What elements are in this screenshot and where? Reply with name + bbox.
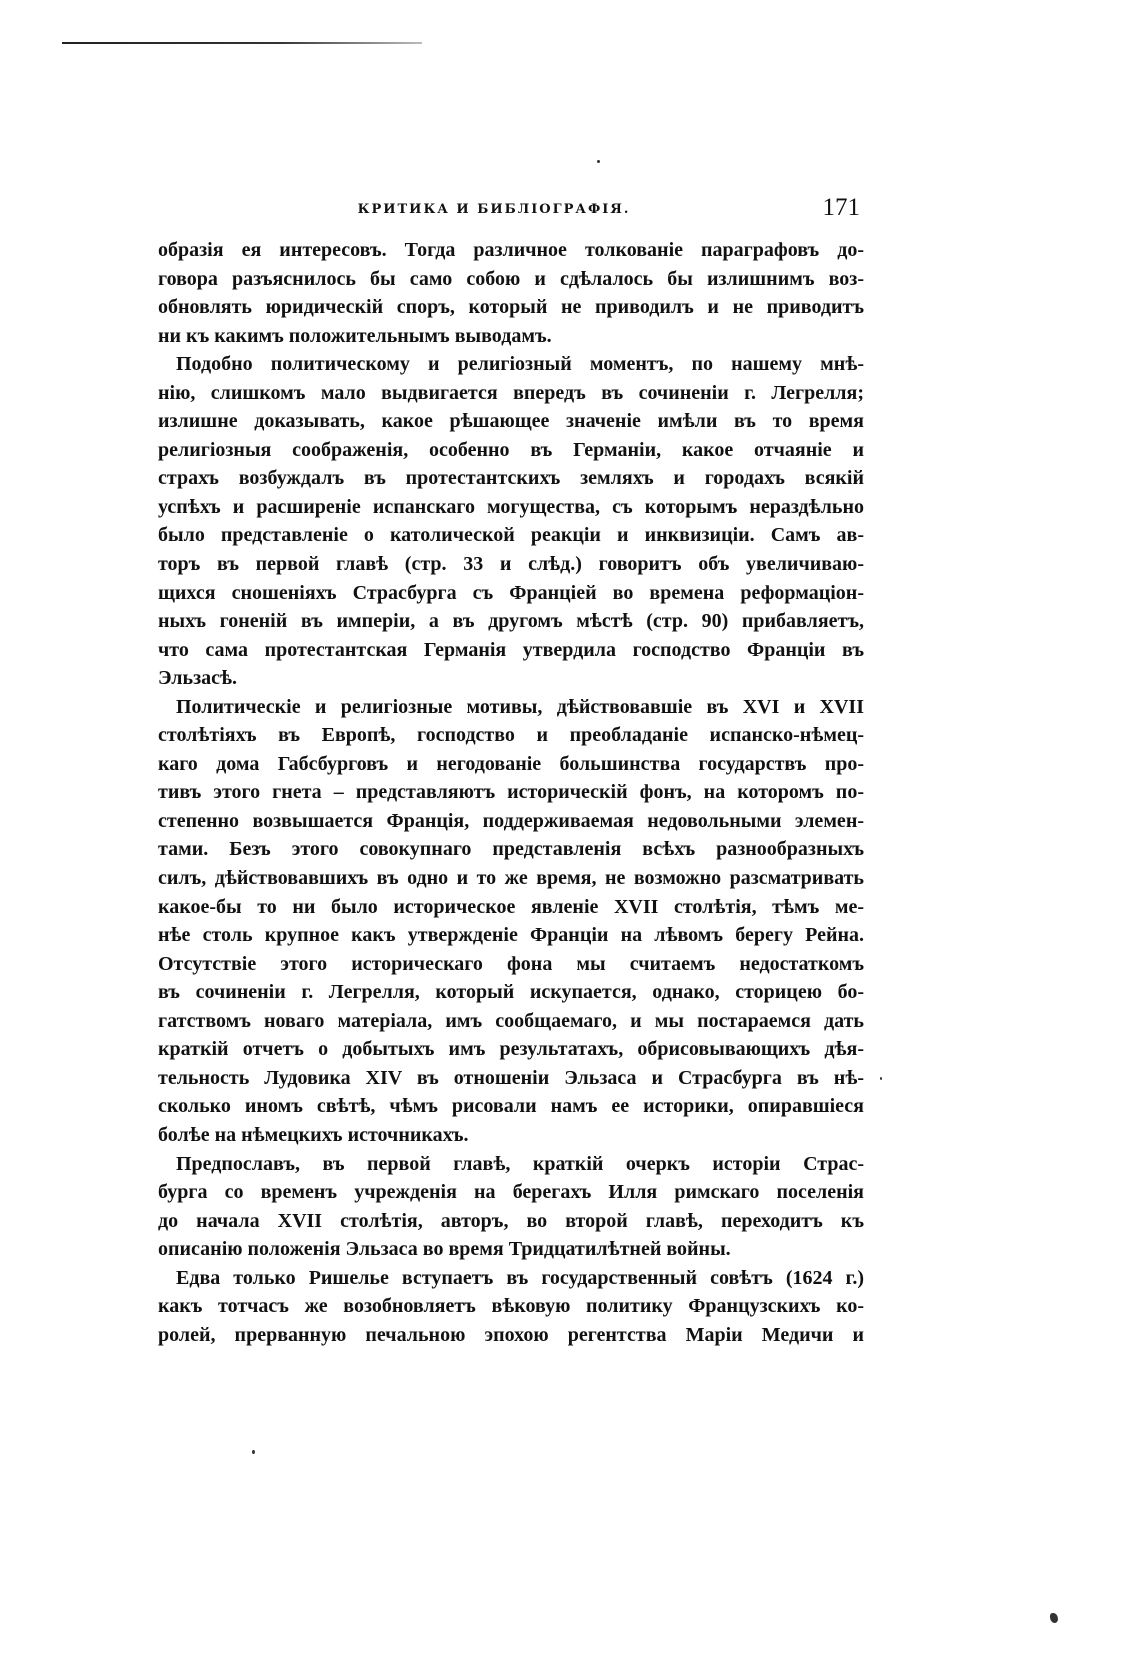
text-line: ни къ какимъ положительнымъ выводамъ.: [158, 324, 552, 347]
text-line: краткій отчетъ о добытыхъ имъ результатахъ, обрисовывающихъ дѣя-: [158, 1038, 864, 1061]
text-line: гатствомъ новаго матеріала, имъ сообщаемаго, и мы постараемся дать: [158, 1009, 864, 1032]
text-line: сколько иномъ свѣтѣ, чѣмъ рисовали намъ ее историки, опиравшіеся: [158, 1095, 864, 1118]
text-line: щихся сношеніяхъ Страсбурга съ Франціей во времена реформаціон-: [158, 581, 864, 604]
text-line: нію, слишкомъ мало выдвигается впередъ въ сочиненіи г. Легрелля;: [158, 381, 864, 404]
text-line: религіозныя соображенія, особенно въ Германіи, какое отчаяніе и: [158, 438, 864, 461]
text-line: степенно возвышается Франція, поддерживаемая недовольными элемен-: [158, 809, 864, 832]
text-line: торъ въ первой главѣ (стр. 33 и слѣд.) говоритъ объ увеличиваю-: [158, 553, 864, 576]
text-line: образія ея интересовъ. Тогда различное толкованіе параграфовъ до-: [158, 239, 864, 261]
paragraph: [158, 350, 864, 693]
paragraph: [158, 693, 864, 1150]
text-line: тельность Лудовика XIV въ отношеніи Эльзаса и Страсбурга въ нѣ-: [158, 1066, 864, 1089]
scan-speck: [880, 1077, 882, 1080]
running-head: [168, 196, 860, 230]
text-line: тами. Безъ этого совокупнаго представленія всѣхъ разнообразныхъ: [158, 838, 864, 861]
text-line: излишне доказывать, какое рѣшающее значеніе имѣли въ то время: [158, 410, 864, 433]
text-line: описанію положенія Эльзаса во время Тридцатилѣтней войны.: [158, 1238, 731, 1261]
text-line: Политическіе и религіозные мотивы, дѣйствовавшіе въ XVI и XVII: [176, 695, 864, 718]
text-line: ныхъ гоненій въ имперіи, а въ другомъ мѣстѣ (стр. 90) прибавляетъ,: [158, 610, 864, 633]
text-line: Отсутствіе этого историческаго фона мы считаемъ недостаткомъ: [158, 952, 864, 975]
text-line: говора разъяснилось бы само собою и сдѣлалось бы излишнимъ воз-: [158, 267, 864, 290]
text-line: было представленіе о католической реакціи и инквизиціи. Самъ ав-: [158, 524, 864, 547]
paragraph: [158, 236, 864, 350]
text-line: Подобно политическому и религіозный моментъ, по нашему мнѣ-: [176, 353, 864, 376]
paragraph: [158, 1264, 864, 1350]
text-line: Эльзасѣ.: [158, 667, 238, 690]
paragraph: [158, 1150, 864, 1264]
body-text: [158, 236, 864, 1349]
text-line: столѣтіяхъ въ Европѣ, господство и преобладаніе испанско-нѣмец-: [158, 724, 864, 747]
text-line: до начала XVII столѣтія, авторъ, во второй главѣ, переходитъ къ: [158, 1209, 864, 1232]
text-line: что сама протестантская Германія утвердила господство Франціи въ: [158, 638, 864, 661]
page-number: 171: [822, 194, 860, 221]
text-line: въ сочиненіи г. Легрелля, который искупается, однако, сторицею бо-: [158, 981, 864, 1004]
scan-speck: [1050, 1613, 1058, 1623]
text-line: страхъ возбуждалъ въ протестантскихъ земляхъ и городахъ всякій: [158, 467, 864, 490]
scan-speck: [252, 1450, 255, 1454]
text-line: болѣе на нѣмецкихъ источникахъ.: [158, 1123, 469, 1146]
text-line: обновлять юридическій споръ, который не приводилъ и не приводитъ: [158, 296, 864, 319]
text-line: какое-бы то ни было историческое явленіе XVII столѣтія, тѣмъ ме-: [158, 895, 864, 918]
text-line: бурга со временъ учрежденія на берегахъ Илля римскаго поселенія: [158, 1181, 864, 1204]
text-line: Предпославъ, въ первой главѣ, краткій очеркъ исторіи Страс-: [176, 1152, 864, 1175]
text-line: Едва только Ришелье вступаетъ въ государственный совѣтъ (1624 г.): [176, 1266, 864, 1289]
text-line: успѣхъ и расширеніе испанскаго могущества, съ которымъ нераздѣльно: [158, 495, 864, 518]
scan-edge-rule: [62, 42, 422, 44]
scan-speck: [597, 160, 600, 163]
text-line: каго дома Габсбурговъ и негодованіе большинства государствъ про-: [158, 752, 864, 775]
text-line: тивъ этого гнета – представляютъ историческій фонъ, на которомъ по-: [158, 781, 864, 804]
text-line: какъ тотчасъ же возобновляетъ вѣковую политику Французскихъ ко-: [158, 1295, 864, 1318]
text-line: силъ, дѣйствовавшихъ въ одно и то же время, не возможно разсматривать: [158, 867, 864, 890]
text-line: нѣе столь крупное какъ утвержденіе Франціи на лѣвомъ берегу Рейна.: [158, 924, 864, 947]
running-title: КРИТИКА И БИБЛІОГРАФІЯ.: [357, 202, 631, 217]
text-line: ролей, прерванную печальною эпохою регентства Маріи Медичи и: [158, 1323, 864, 1346]
